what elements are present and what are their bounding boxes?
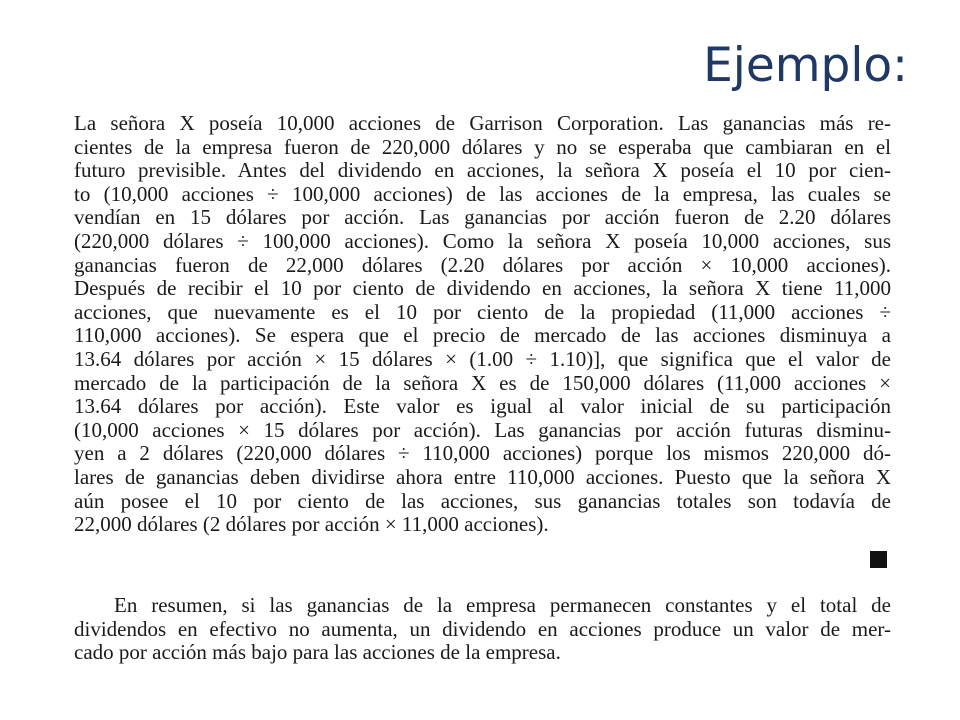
text-line: 110,000 acciones). Se espera que el precio de mercado de las acciones disminuya a <box>74 324 891 348</box>
text-line: ganancias fueron de 22,000 dólares (2.20 dólares por acción × 10,000 acciones). <box>74 253 891 277</box>
text-line: acciones, que nuevamente es el 10 por ciento de la propiedad (11,000 acciones ÷ <box>74 300 891 324</box>
text-line: vendían en 15 dólares por acción. Las ganancias por acción fueron de 2.20 dólares <box>74 206 891 230</box>
text-line: (220,000 dólares ÷ 100,000 acciones). Como la señora X poseía 10,000 acciones, sus <box>74 229 891 253</box>
text-line: La señora X poseía 10,000 acciones de Garrison Corporation. Las ganancias más re- <box>74 112 891 135</box>
text-line: En resumen, si las ganancias de la empresa permanecen constantes y el total de <box>114 594 891 617</box>
text-line: 13.64 dólares por acción). Este valor es igual al valor inicial de su participación <box>74 395 891 419</box>
text-line: cientes de la empresa fueron de 220,000 dólares y no se esperaba que cambiaran en el <box>74 135 891 159</box>
text-line: (10,000 acciones × 15 dólares por acción). Las ganancias por acción futuras disminu- <box>74 418 891 442</box>
text-line: dividendos en efectivo no aumenta, un dividendo en acciones produce un valor de mer- <box>74 617 891 641</box>
text-line: futuro previsible. Antes del dividendo en acciones, la señora X poseía el 10 por cien- <box>74 159 891 183</box>
example-paragraph <box>74 112 891 537</box>
text-line: cado por acción más bajo para las acciones de la empresa. <box>74 641 561 665</box>
text-line: mercado de la participación de la señora X es de 150,000 dólares (11,000 acciones × <box>74 371 891 395</box>
summary-paragraph <box>74 594 891 665</box>
text-line: 13.64 dólares por acción × 15 dólares × (1.00 ÷ 1.10)], que significa que el valor de <box>74 347 891 371</box>
text-line: yen a 2 dólares (220,000 dólares ÷ 110,000 acciones) porque los mismos 220,000 dó- <box>74 442 891 466</box>
text-line: Después de recibir el 10 por ciento de dividendo en acciones, la señora X tiene 11,000 <box>74 277 891 301</box>
text-line: to (10,000 acciones ÷ 100,000 acciones) de las acciones de la empresa, las cuales se <box>74 182 891 206</box>
slide-title: Ejemplo: <box>703 38 908 93</box>
text-line: aún posee el 10 por ciento de las acciones, sus ganancias totales son todavía de <box>74 489 891 513</box>
text-line: lares de ganancias deben dividirse ahora entre 110,000 acciones. Puesto que la señora X <box>74 465 891 489</box>
end-of-example-square-icon <box>870 551 887 568</box>
text-line: 22,000 dólares (2 dólares por acción × 11,000 acciones). <box>74 513 549 537</box>
